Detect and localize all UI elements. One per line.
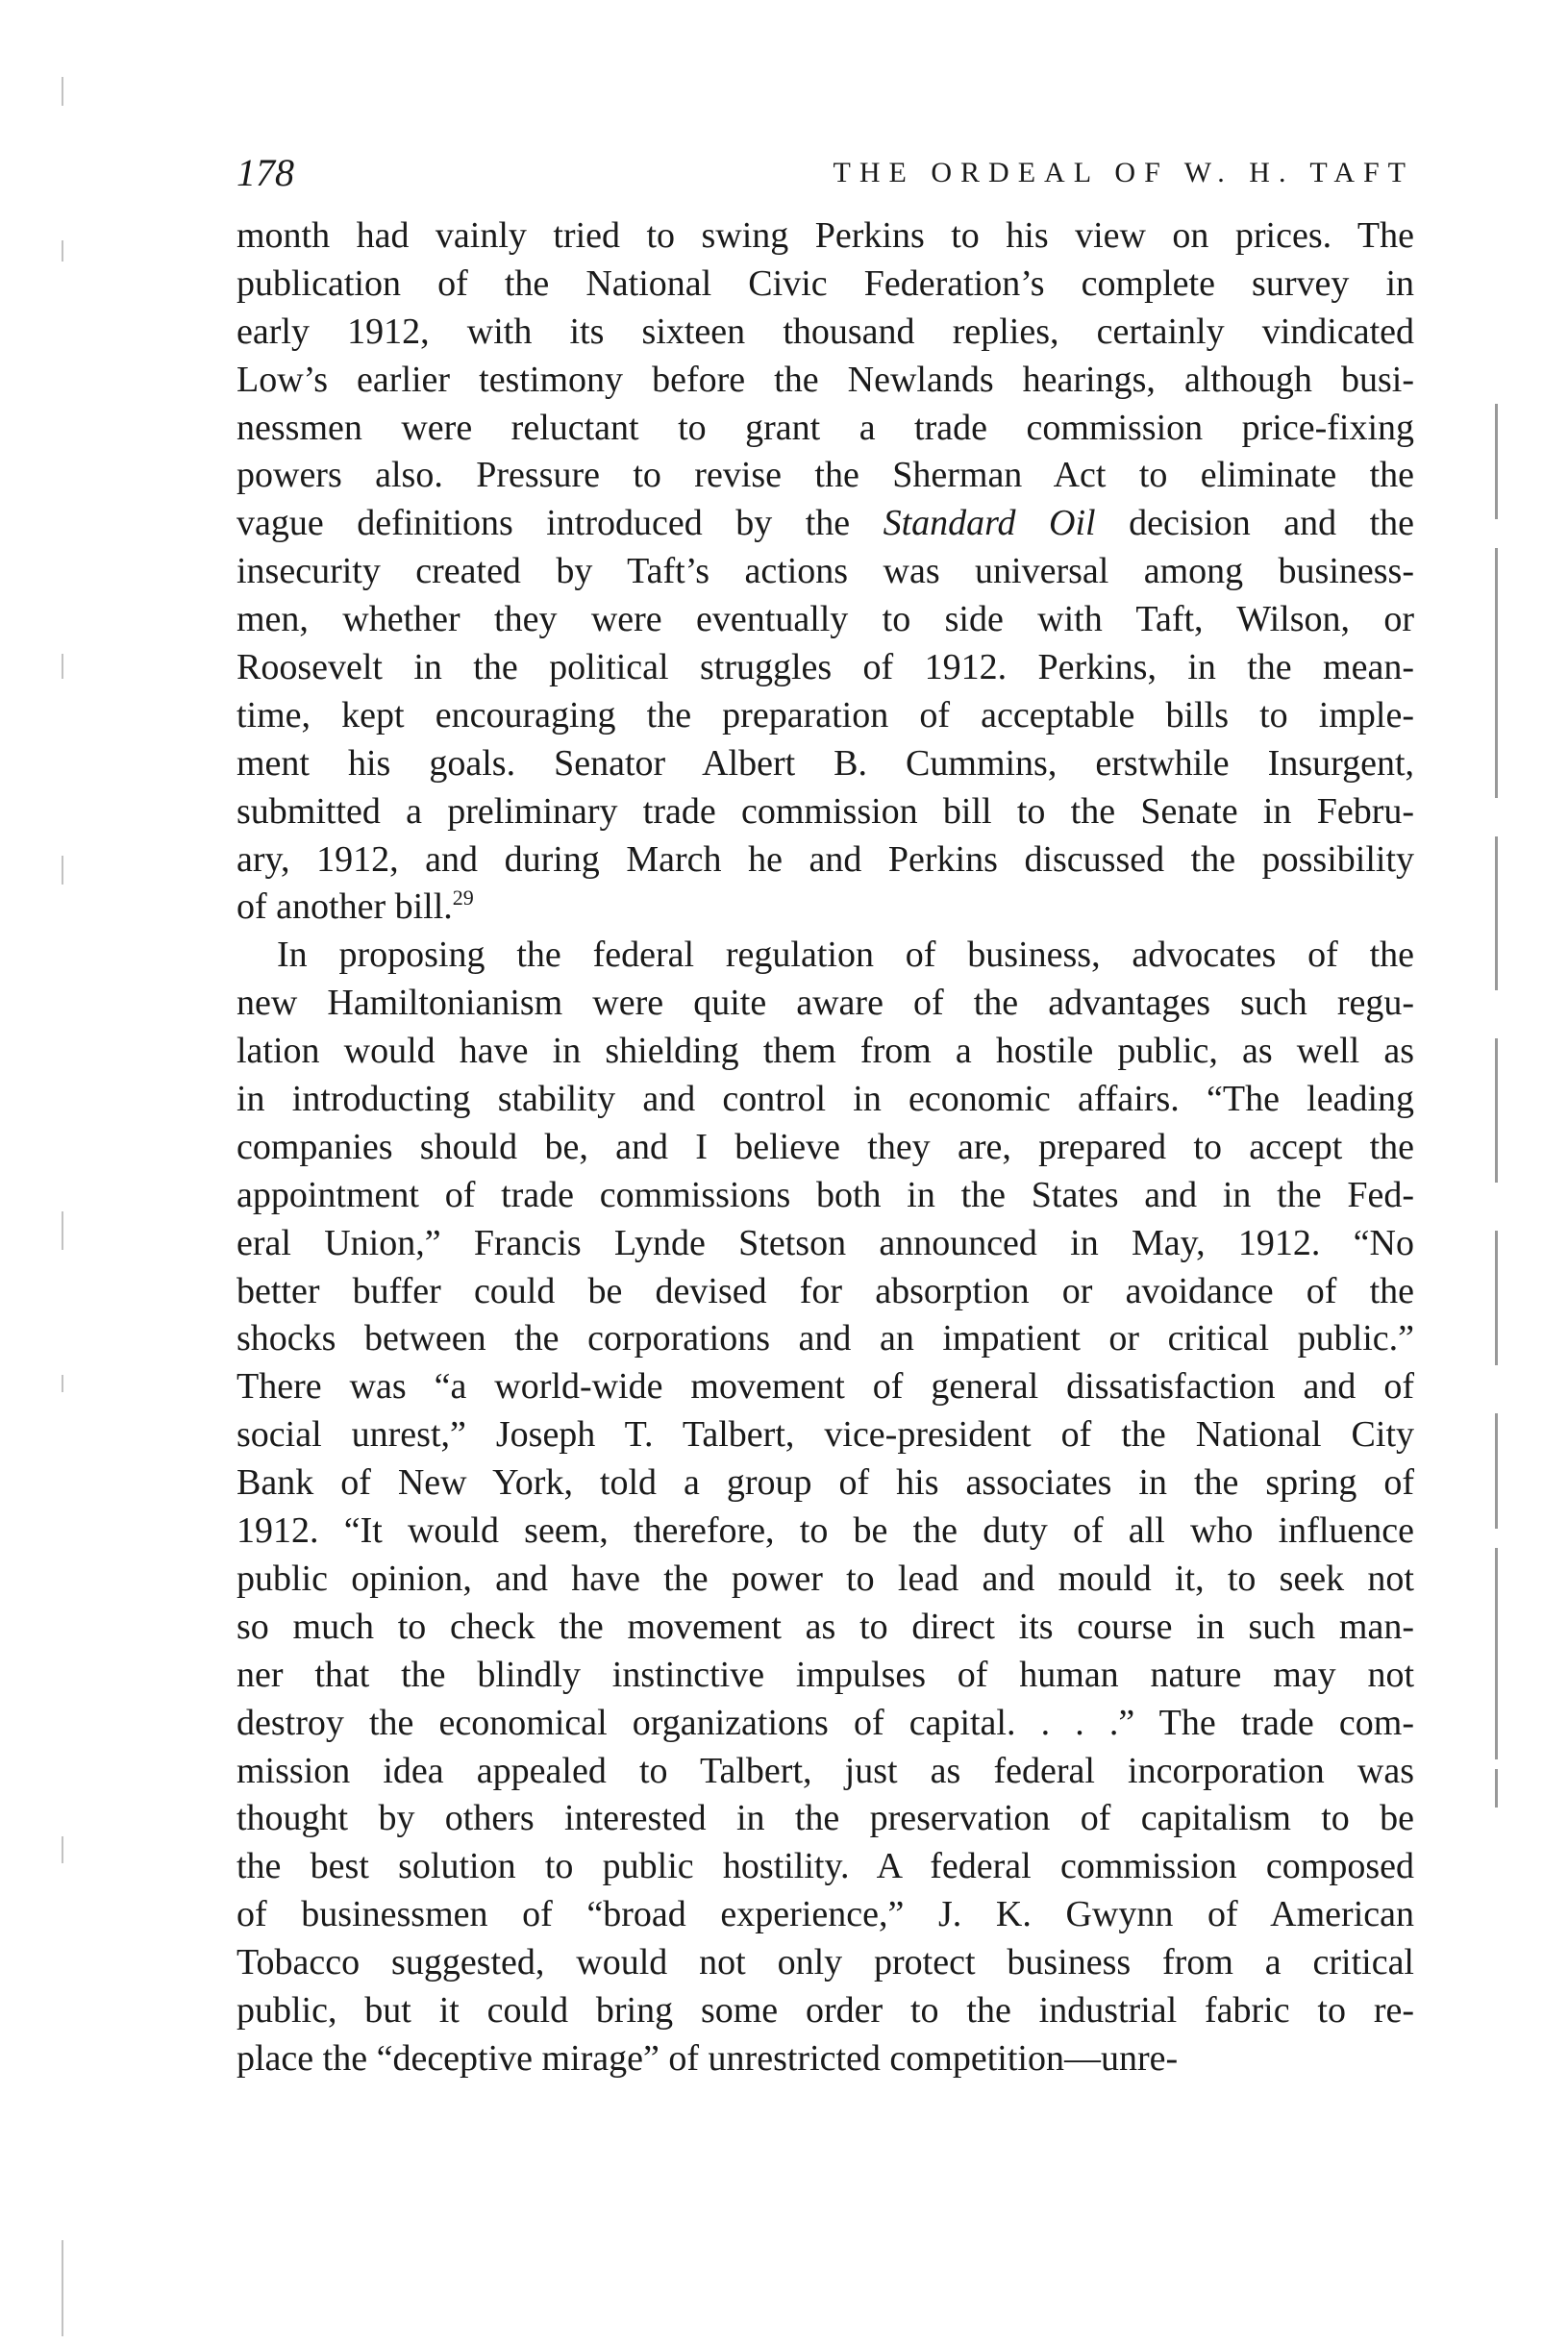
text-line: publication of the National Civic Federation’s complete survey in: [236, 262, 1414, 304]
text-line: better buffer could be devised for absorption or avoidance of the: [236, 1270, 1414, 1311]
text-line: insecurity created by Taft’s actions was universal among business-: [236, 551, 1414, 592]
text-line: appointment of trade commissions both in the States and in the Fed-: [236, 1174, 1414, 1215]
text-line: ner that the blindly instinctive impulses of human nature may not: [236, 1654, 1414, 1695]
text-line: Tobacco suggested, would not only protect business from a critical: [236, 1942, 1414, 1983]
text-line: in introducting stability and control in economic affairs. “The leading: [236, 1079, 1414, 1120]
italic-title: Standard Oil: [883, 503, 1096, 544]
text-line: 1912. “It would seem, therefore, to be the duty of all who influence: [236, 1510, 1414, 1552]
paragraph: [236, 932, 1414, 2082]
body-text: [236, 212, 1414, 2083]
footnote-marker[interactable]: 29: [452, 885, 474, 910]
text-line: Low’s earlier testimony before the Newlands hearings, although busi-: [236, 359, 1414, 400]
running-head: [236, 144, 1414, 202]
text-line: ary, 1912, and during March he and Perkins discussed the possibility: [236, 838, 1414, 880]
text-line: men, whether they were eventually to side with Taft, Wilson, or: [236, 599, 1414, 640]
text-line: so much to check the movement as to direct its course in such man-: [236, 1606, 1414, 1647]
text-line: Bank of New York, told a group of his associates in the spring of: [236, 1462, 1414, 1504]
text-line: the best solution to public hostility. A federal commission composed: [236, 1846, 1414, 1887]
text-line: vague definitions introduced by the Standard Oil decision and the: [236, 503, 1414, 544]
page-number: 178: [236, 151, 294, 194]
text-line: submitted a preliminary trade commission bill to the Senate in Febru-: [236, 790, 1414, 832]
text-line: place the “deceptive mirage” of unrestricted competition—unre-: [236, 2037, 1179, 2079]
text-line: new Hamiltonianism were quite aware of the advantages such regu-: [236, 983, 1414, 1024]
text-line: social unrest,” Joseph T. Talbert, vice-president of the National City: [236, 1414, 1414, 1456]
text-line: destroy the economical organizations of capital. . . .” The trade com-: [236, 1702, 1414, 1743]
text-line: public, but it could bring some order to the industrial fabric to re-: [236, 1989, 1414, 2031]
text-line: companies should be, and I believe they are, prepared to accept the: [236, 1126, 1414, 1167]
text-line: month had vainly tried to swing Perkins to his view on prices. The: [236, 215, 1414, 256]
text-line: Roosevelt in the political struggles of 1912. Perkins, in the mean-: [236, 647, 1414, 688]
text-line: shocks between the corporations and an impatient or critical public.”: [236, 1318, 1414, 1359]
text-line: of businessmen of “broad experience,” J. K. Gwynn of American: [236, 1894, 1414, 1935]
text-line: powers also. Pressure to revise the Sherman Act to eliminate the: [236, 455, 1414, 496]
text-line: mission idea appealed to Talbert, just as federal incorporation was: [236, 1750, 1414, 1791]
text-line: nessmen were reluctant to grant a trade commission price-fixing: [236, 407, 1414, 448]
text-line: eral Union,” Francis Lynde Stetson announced in May, 1912. “No: [236, 1222, 1414, 1263]
running-title: THE ORDEAL OF W. H. TAFT: [833, 157, 1414, 188]
text-line: time, kept encouraging the preparation of acceptable bills to imple-: [236, 694, 1414, 736]
text-line: thought by others interested in the preservation of capitalism to be: [236, 1798, 1414, 1839]
text-line: early 1912, with its sixteen thousand replies, certainly vindicated: [236, 311, 1414, 352]
text-line: public opinion, and have the power to lead and mould it, to seek not: [236, 1558, 1414, 1599]
text-line: There was “a world-wide movement of general dissatisfaction and of: [236, 1366, 1414, 1408]
scan-right-edge-marks: [1495, 385, 1501, 1827]
text-line: In proposing the federal regulation of business, advocates of the: [277, 935, 1414, 976]
paragraph: [236, 212, 1414, 932]
text-line: ment his goals. Senator Albert B. Cummins, erstwhile Insurgent,: [236, 742, 1414, 784]
scan-left-margin-marks: [62, 38, 65, 2327]
text-line: of another bill.$^{29}$: [236, 885, 474, 928]
text-line: lation would have in shielding them from a hostile public, as well as: [236, 1031, 1414, 1072]
